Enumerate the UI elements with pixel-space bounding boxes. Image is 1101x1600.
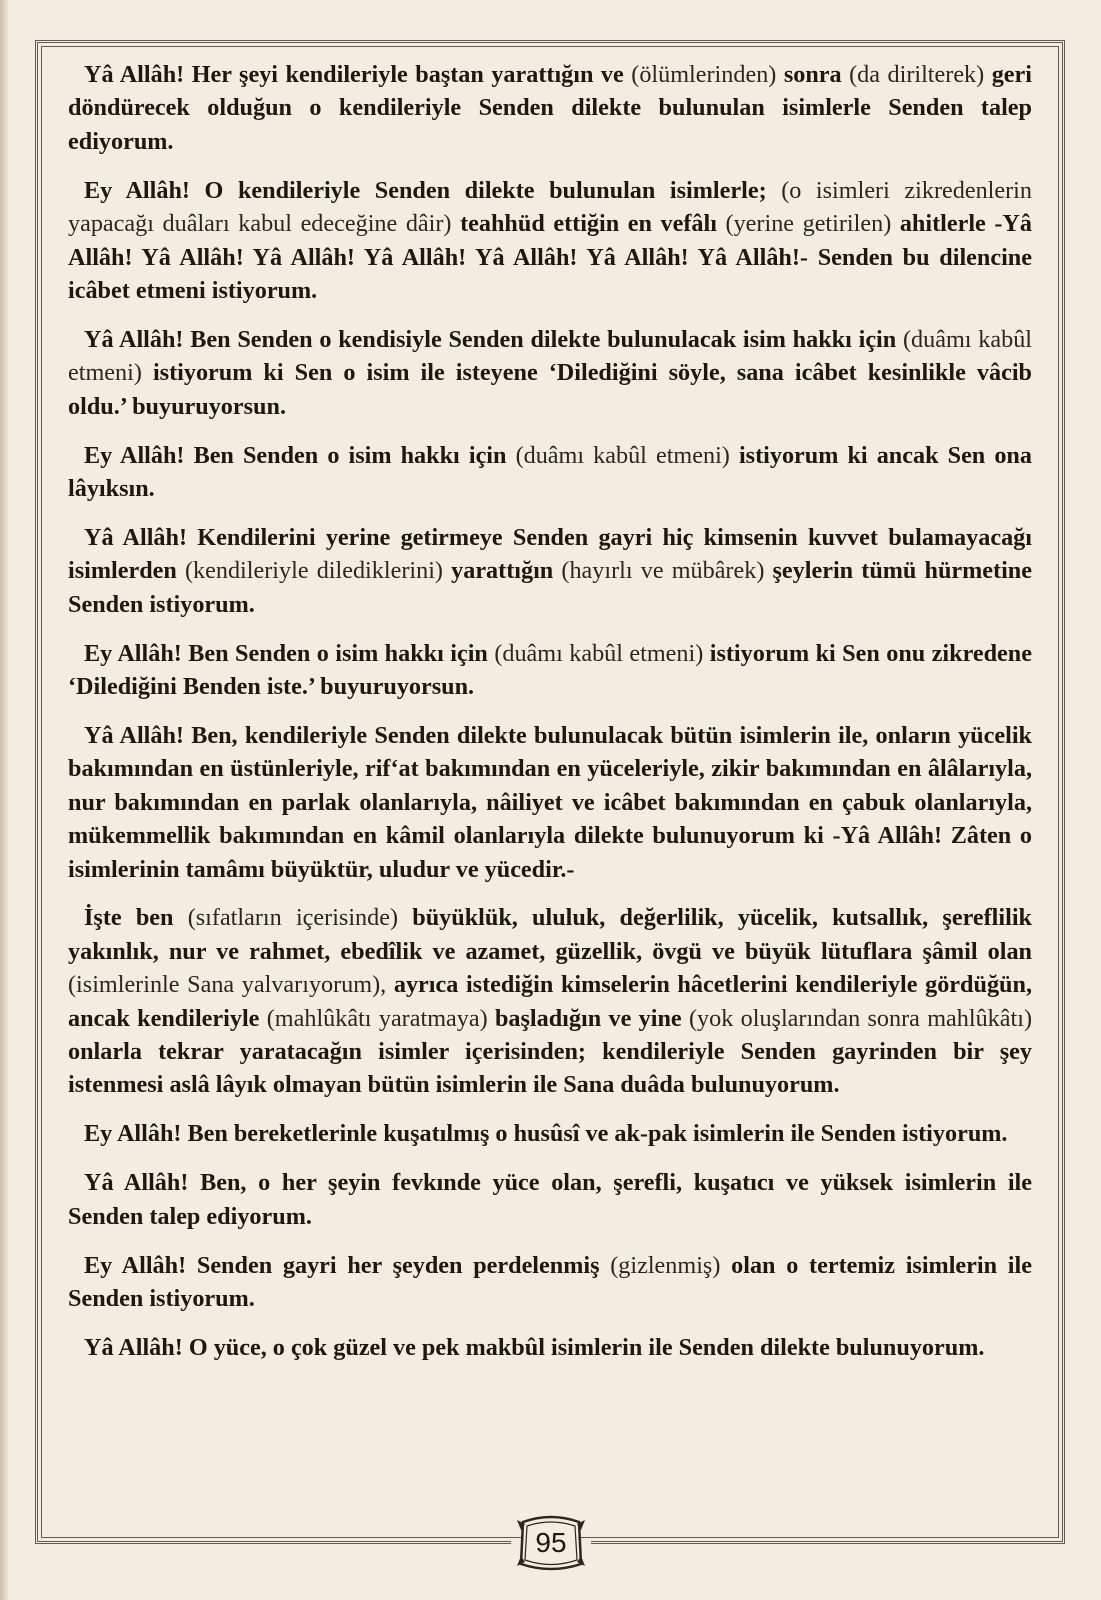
text-normal: (gizlenmiş) (610, 1251, 732, 1279)
prayer-paragraph (68, 637, 1032, 704)
text-normal: (o isimleri zikredenlerin yapacağı duâları kabul edeceğine dâir) (68, 176, 1032, 238)
text-bold: olan o tertemiz isimlerin ile Senden istiyorum. (68, 1251, 1032, 1312)
prayer-paragraph (68, 58, 1032, 158)
text-normal: (ölümlerinden) (631, 61, 784, 88)
text-bold: istiyorum ki Sen onu zikredene ‘Dilediğini Benden iste.’ buyuruyorsun. (68, 639, 1032, 700)
text-bold: İşte ben (84, 904, 188, 932)
text-normal: (yerine getirilen) (725, 210, 900, 238)
text-bold: ayrıca istediğin kimselerin hâcetlerini kendileriyle gördüğün, ancak kendileriyle (68, 971, 1032, 1032)
prayer-paragraph (68, 174, 1032, 308)
text-normal: (hayırlı ve mübârek) (561, 557, 773, 585)
text-normal: (isimlerinle Sana yalvarıyorum), (68, 971, 394, 999)
text-bold: Ey Allâh! Senden gayri her şeyden perdelenmiş (84, 1251, 611, 1279)
text-bold: ahitlerle -Yâ Allâh! Yâ Allâh! Yâ Allâh! Yâ Allâh! Yâ Allâh! Yâ Allâh! Yâ Allâh!- Senden bu dilencine icâbet etmeni istiyorum. (68, 210, 1032, 304)
prayer-paragraph (68, 719, 1032, 886)
prayer-paragraph (68, 1117, 1032, 1150)
prayer-paragraph (68, 1331, 1032, 1364)
text-normal: (kendileriyle dilediklerini) (184, 557, 452, 585)
text-bold: istiyorum ki Sen o isim ile isteyene ‘Dilediğini söyle, sana icâbet kesinlikle vâcib oldu.’ buyuruyorsun. (68, 359, 1032, 420)
text-bold: yarattığın (451, 557, 562, 585)
book-spine-shadow (0, 0, 8, 1600)
text-normal: (duâmı kabûl etmeni) (494, 639, 710, 667)
text-bold: Ey Allâh! Ben Senden o isim hakkı için (84, 639, 495, 667)
text-bold: Yâ Allâh! Kendilerini yerine getirmeye Senden gayri hiç kimsenin kuvvet bulamayacağı isimlerden (68, 523, 1032, 585)
prayer-paragraph (68, 439, 1032, 506)
prayer-paragraph (68, 1166, 1032, 1233)
page-number: 95 (535, 1527, 567, 1558)
text-bold: Yâ Allâh! Ben, o her şeyin fevkınde yüce olan, şerefli, kuşatıcı ve yüksek isimlerin ile Senden talep ediyorum. (68, 1169, 1032, 1230)
text-normal: (duâmı kabûl etmeni) (515, 441, 739, 469)
text-normal: (duâmı kabûl etmeni) (68, 325, 1033, 387)
text-normal: (sıfatların içerisinde) (187, 904, 413, 932)
text-bold: teahhüd ettiğin en vefâlı (460, 210, 726, 238)
text-normal: (da dirilterek) (849, 61, 992, 88)
text-bold: Yâ Allâh! Her şeyi kendileriyle baştan yarattığın ve (84, 61, 632, 88)
text-bold: başladığın ve yine (494, 1004, 689, 1032)
text-bold: Ey Allâh! O kendileriyle Senden dilekte bulunulan isimlerle; (84, 176, 782, 204)
text-bold: şeylerin tümü hürmetine Senden istiyorum. (68, 557, 1032, 618)
prayer-paragraph (68, 323, 1032, 423)
text-bold: sonra (783, 61, 850, 88)
prayer-paragraph (68, 1249, 1032, 1316)
text-bold: Yâ Allâh! O yüce, o çok güzel ve pek makbûl isimlerin ile Senden dilekte bulunuyorum. (84, 1333, 985, 1361)
text-bold: istiyorum ki ancak Sen ona lâyıksın. (68, 441, 1032, 502)
text-bold: Ey Allâh! Ben Senden o isim hakkı için (84, 441, 516, 469)
text-bold: onlarla tekrar yaratacağın isimler içerisinden; kendileriyle Senden gayrinden bir şey istenmesi aslâ lâyık olmayan bütün isimlerin ile Sana duâda bulunuyorum. (68, 1038, 1032, 1099)
text-normal: (yok oluşlarından sonra mahlûkâtı) (688, 1004, 1033, 1032)
page-number-ornament (511, 1514, 591, 1572)
text-bold: Ey Allâh! Ben bereketlerinle kuşatılmış o husûsî ve ak-pak isimlerin ile Senden istiyorum. (84, 1120, 1008, 1148)
text-bold: geri döndürecek olduğun o kendileriyle Senden dilekte bulunulan isimlerle Senden talep ediyorum. (68, 61, 1032, 155)
text-bold: Yâ Allâh! Ben, kendileriyle Senden dilekte bulunulacak bütün isimlerin ile, onların yücelik bakımından en üstünleriyle, rif‘at bakımından en yüceleriyle, zikir bakımından en âlâlarıyla, nur bakımından en parlak olanlarıyla, nâiliyet ve icâbet bakımından en çabuk olanlarıyla, mükemmellik bakımından en kâmil olanlarıyla dilekte bulunuyorum ki -Yâ Allâh! Zâten o isimlerinin tamâmı büyüktür, uludur ve yücedir.- (68, 721, 1032, 883)
prayer-paragraph (68, 521, 1032, 621)
text-normal: (mahlûkâtı yaratmaya) (266, 1004, 495, 1032)
prayer-paragraph (68, 901, 1032, 1101)
text-bold: büyüklük, ululuk, değerlilik, yücelik, kutsallık, şereflilik yakınlık, nur ve rahmet, ebedîlik ve azamet, güzellik, övgü ve büyük lütuflara şâmil olan (68, 904, 1032, 965)
text-bold: Yâ Allâh! Ben Senden o kendisiyle Senden dilekte bulunulacak isim hakkı için (84, 325, 903, 353)
page-body (68, 58, 1032, 1380)
